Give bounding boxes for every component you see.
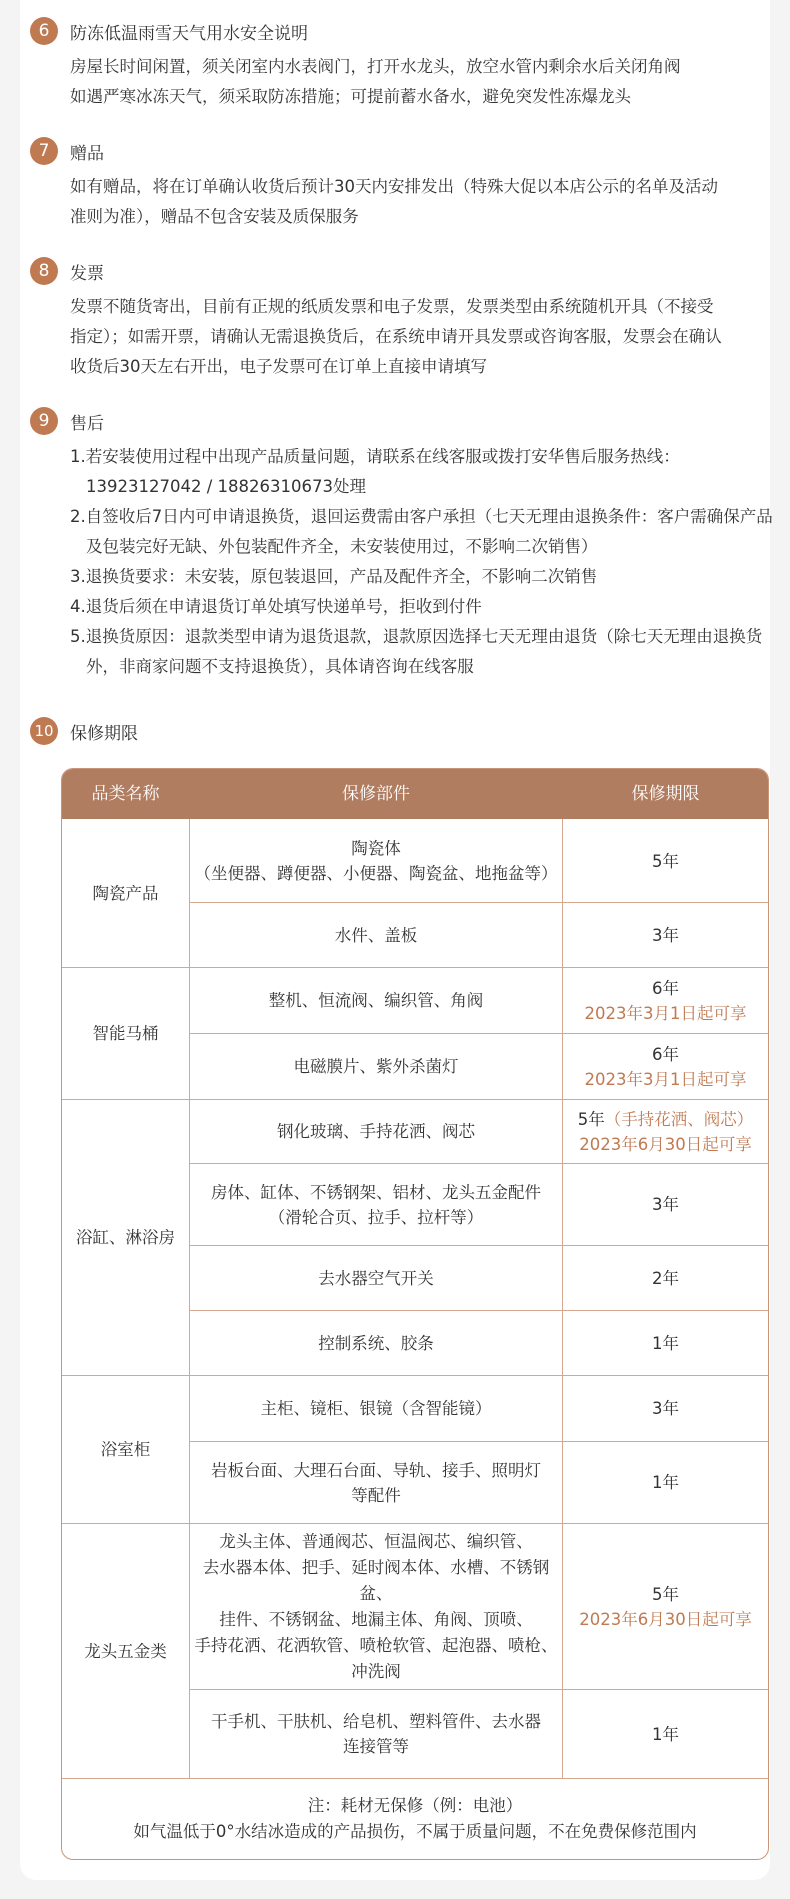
section-winter-safety	[30, 16, 760, 112]
period-cell	[563, 1690, 768, 1778]
parts-line: 水件、盖板	[334, 925, 418, 945]
paragraph-line: 准则为准），赠品不包含安装及质保服务	[70, 207, 359, 226]
footnote-line: 如气温低于0°水结冰造成的产品损伤，不属于质量问题，不在免费保修范围内	[133, 1822, 697, 1841]
period-value: 3年	[652, 1399, 679, 1418]
parts-line: 去水器本体、把手、延时阀本体、水槽、不锈钢盆、	[202, 1557, 550, 1603]
section-number-badge: 6	[30, 17, 58, 45]
parts-cell	[190, 1311, 562, 1375]
parts-cell	[190, 1376, 562, 1441]
parts-cell	[190, 1442, 562, 1523]
parts-line: 手持花洒、花洒软管、喷枪软管、起泡器、喷枪、	[194, 1635, 558, 1655]
parts-line: 整机、恒流阀、编织管、角阀	[268, 991, 484, 1010]
paragraph-line: 发票不随货寄出，目前有正规的纸质发票和电子发票，发票类型由系统随机开具（不接受	[70, 297, 714, 316]
list-item: 2.自签收后7日内可申请退换货，退回运费需由客户承担（七天无理由退换条件：客户需确保产品及包装完好无缺、外包装配件齐全，未安装使用过，不影响二次销售）	[70, 507, 773, 556]
category-cell: 浴缸、淋浴房	[76, 1228, 175, 1247]
parts-cell	[190, 903, 562, 967]
period-cell	[563, 968, 768, 1033]
parts-cell	[190, 1164, 562, 1245]
parts-cell	[190, 1690, 562, 1778]
period-value: 3年	[652, 1195, 679, 1214]
parts-cell	[190, 1100, 562, 1163]
parts-line: （坐便器、蹲便器、小便器、陶瓷盆、地拖盆等）	[194, 864, 558, 883]
parts-cell	[190, 1246, 562, 1310]
column-header-category: 品类名称	[91, 784, 160, 804]
section-title: 发票	[70, 263, 104, 284]
parts-line: （滑轮合页、拉手、拉杆等）	[268, 1207, 484, 1227]
period-value: 2年	[652, 1268, 679, 1288]
period-scope: （手持花洒、阀芯）	[604, 1109, 754, 1129]
parts-line: 等配件	[351, 1485, 401, 1505]
period-cell	[563, 1246, 768, 1310]
section-invoice	[30, 256, 760, 382]
period-value: 5年	[577, 1109, 605, 1129]
paragraph-line: 收货后30天左右开出，电子发票可在订单上直接申请填写	[70, 357, 487, 376]
period-cell	[563, 1376, 768, 1441]
parts-line: 龙头主体、普通阀芯、恒温阀芯、编织管、	[219, 1531, 533, 1551]
category-cell: 智能马桶	[92, 1024, 159, 1043]
list-item: 1.若安装使用过程中出现产品质量问题，请联系在线客服或拨打安华售后服务热线：13923127042 / 18826310673处理	[70, 447, 680, 496]
content-card	[20, 0, 773, 1880]
list-item: 5.退换货原因：退款类型申请为退货退款，退款原因选择七天无理由退货（除七天无理由退换货外，非商家问题不支持退换货），具体请咨询在线客服	[70, 627, 763, 676]
parts-cell	[190, 968, 562, 1033]
parts-line: 控制系统、胶条	[318, 1333, 434, 1353]
warranty-table	[61, 768, 769, 1860]
section-after-sales	[30, 406, 773, 682]
section-gift	[30, 136, 760, 232]
period-start-note: 2023年3月1日起可享	[584, 1003, 747, 1023]
parts-line: 岩板台面、大理石台面、导轨、接手、照明灯	[211, 1460, 541, 1480]
period-start-note: 2023年6月30日起可享	[579, 1134, 752, 1154]
period-value: 3年	[652, 925, 679, 945]
section-warranty	[30, 716, 760, 746]
section-number-badge: 10	[30, 717, 58, 745]
period-value: 1年	[652, 1333, 679, 1353]
period-start-note: 2023年6月30日起可享	[579, 1609, 752, 1629]
period-value: 6年	[652, 978, 679, 998]
period-cell	[563, 1100, 768, 1163]
list-item: 4.退货后须在申请退货订单处填写快递单号，拒收到付件	[70, 597, 482, 616]
period-cell	[563, 820, 768, 902]
table-footnote	[62, 1779, 768, 1859]
category-cell: 陶瓷产品	[92, 884, 159, 903]
period-value: 1年	[652, 1473, 679, 1492]
period-value: 1年	[652, 1724, 679, 1744]
period-value: 6年	[652, 1044, 679, 1064]
category-cell: 龙头五金类	[84, 1641, 167, 1661]
column-header-period: 保修期限	[631, 784, 700, 804]
parts-line: 连接管等	[343, 1737, 409, 1756]
category-cell: 浴室柜	[100, 1440, 151, 1459]
paragraph-line: 如遇严寒冰冻天气，须采取防冻措施；可提前蓄水备水，避免突发性冻爆龙头	[70, 87, 631, 106]
parts-line: 陶瓷体	[351, 839, 401, 858]
column-header-parts: 保修部件	[342, 784, 410, 804]
table-header	[62, 769, 768, 819]
footnote-line: 注：耗材无保修（例：电池）	[307, 1796, 523, 1815]
period-cell	[563, 1311, 768, 1375]
parts-line: 挂件、不锈钢盆、地漏主体、角阀、顶喷、	[219, 1609, 533, 1629]
paragraph-line: 如有赠品，将在订单确认收货后预计30天内安排发出（特殊大促以本店公示的名单及活动	[70, 177, 718, 196]
paragraph-line: 房屋长时间闲置，须关闭室内水表阀门，打开水龙头，放空水管内剩余水后关闭角阀	[70, 57, 681, 76]
parts-cell	[190, 1034, 562, 1099]
section-number-badge: 7	[30, 137, 58, 165]
paragraph-line: 指定）；如需开票，请确认无需退换货后，在系统申请开具发票或咨询客服，发票会在确认	[70, 327, 722, 346]
parts-cell	[190, 820, 562, 902]
period-value: 5年	[652, 851, 679, 871]
parts-cell	[190, 1524, 562, 1689]
section-title: 售后	[70, 413, 104, 434]
list-item: 3.退换货要求：未安装，原包装退回，产品及配件齐全，不影响二次销售	[70, 567, 598, 586]
period-cell	[563, 1442, 768, 1523]
parts-line: 冲洗阀	[351, 1661, 401, 1681]
section-title: 赠品	[70, 143, 104, 164]
section-title: 防冻低温雨雪天气用水安全说明	[70, 23, 308, 44]
section-title: 保修期限	[70, 723, 138, 744]
period-cell	[563, 1524, 768, 1689]
period-cell	[563, 903, 768, 967]
period-cell	[563, 1034, 768, 1099]
period-cell	[563, 1164, 768, 1245]
parts-line: 电磁膜片、紫外杀菌灯	[293, 1057, 459, 1076]
period-start-note: 2023年3月1日起可享	[584, 1069, 747, 1089]
parts-line: 房体、缸体、不锈钢架、铝材、龙头五金配件	[211, 1182, 541, 1202]
parts-line: 去水器空气开关	[318, 1268, 434, 1288]
section-number-badge: 8	[30, 257, 58, 285]
period-value: 5年	[652, 1584, 679, 1604]
parts-line: 干手机、干肤机、给皂机、塑料管件、去水器	[211, 1712, 541, 1731]
parts-line: 钢化玻璃、手持花洒、阀芯	[277, 1122, 475, 1141]
parts-line: 主柜、镜柜、银镜（含智能镜）	[260, 1399, 492, 1418]
section-number-badge: 9	[30, 407, 58, 435]
